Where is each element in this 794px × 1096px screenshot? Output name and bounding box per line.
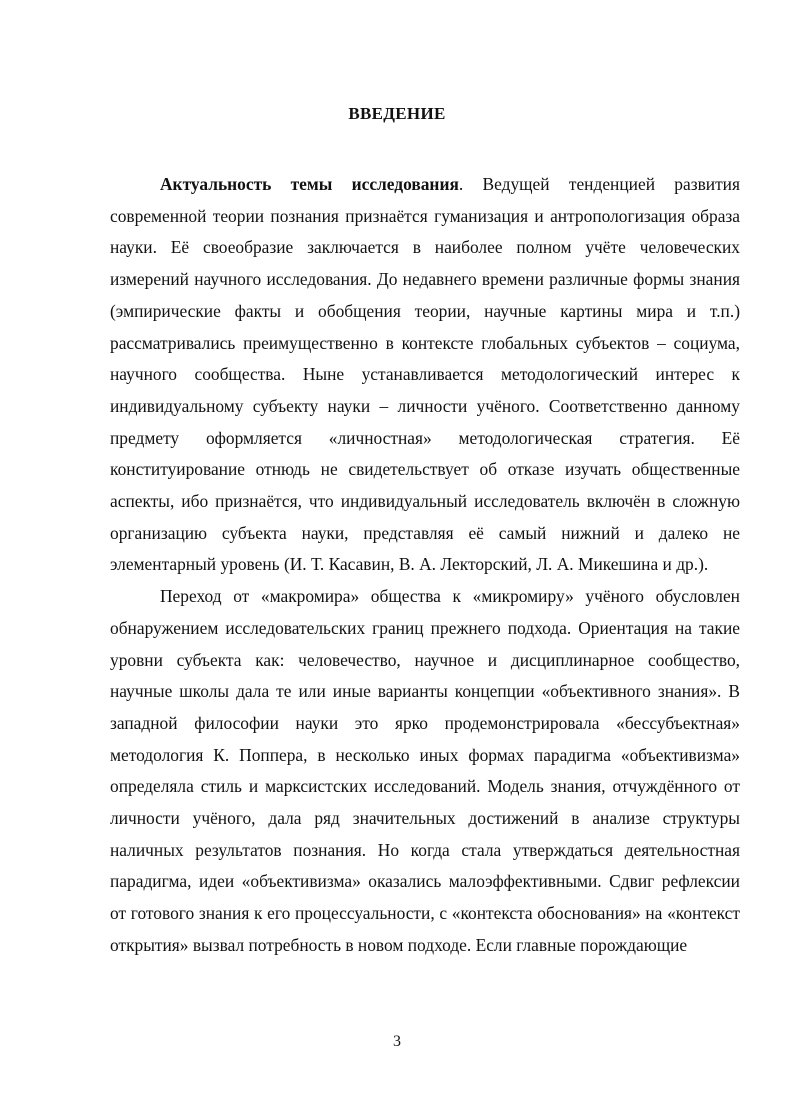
body-text xyxy=(110,169,740,962)
paragraph-relevance xyxy=(110,169,740,581)
paragraph-transition xyxy=(110,581,740,961)
page-title: ВВЕДЕНИЕ xyxy=(348,104,446,123)
paragraph-lead: Актуальность темы исследования xyxy=(160,174,459,194)
paragraph-text: . Ведущей тенденцией развития современной теории познания признаётся гуманизация и антропологизация образа науки. Её своеобразие заключается в наиболее полном учёте человеческих измерений научного исследования. До недавнего времени различные формы знания (эмпирические факты и обобщения теории, научные картины мира и т.п.) рассматривались преимущественно в контексте глобальных субъектов – социума, научного сообщества. Ныне устанавливается методологический интерес к индивидуальному субъекту науки – личности учёного. Соответственно данному предмету оформляется «личностная» методологическая стратегия. Её конституирование отнюдь не свидетельствует об отказе изучать общественные аспекты, ибо признаётся, что индивидуальный исследователь включён в сложную организацию субъекта науки, представляя её самый нижний и далеко не элементарный уровень (И. Т. Касавин, В. А. Лекторский, Л. А. Микешина и др.). xyxy=(110,174,740,575)
page-number: 3 xyxy=(393,1033,401,1050)
paragraph-text: Переход от «макромира» общества к «микромиру» учёного обусловлен обнаружением исследовательских границ прежнего подхода. Ориентация на такие уровни субъекта как: человечество, научное и дисциплинарное сообщество, научные школы дала те или иные варианты концепции «объективного знания». В западной философии науки это ярко продемонстрировала «бессубъектная» методология К. Поппера, в несколько иных формах парадигма «объективизма» определяла стиль и марксистских исследований. Модель знания, отчуждённого от личности учёного, дала ряд значительных достижений в анализе структуры наличных результатов познания. Но когда стала утверждаться деятельностная парадигма, идеи «объективизма» оказались малоэффективными. Сдвиг рефлексии от готового знания к его процессуальности, с «контекста обоснования» на «контекст открытия» вызвал потребность в новом подходе. Если главные порождающие xyxy=(110,586,740,955)
